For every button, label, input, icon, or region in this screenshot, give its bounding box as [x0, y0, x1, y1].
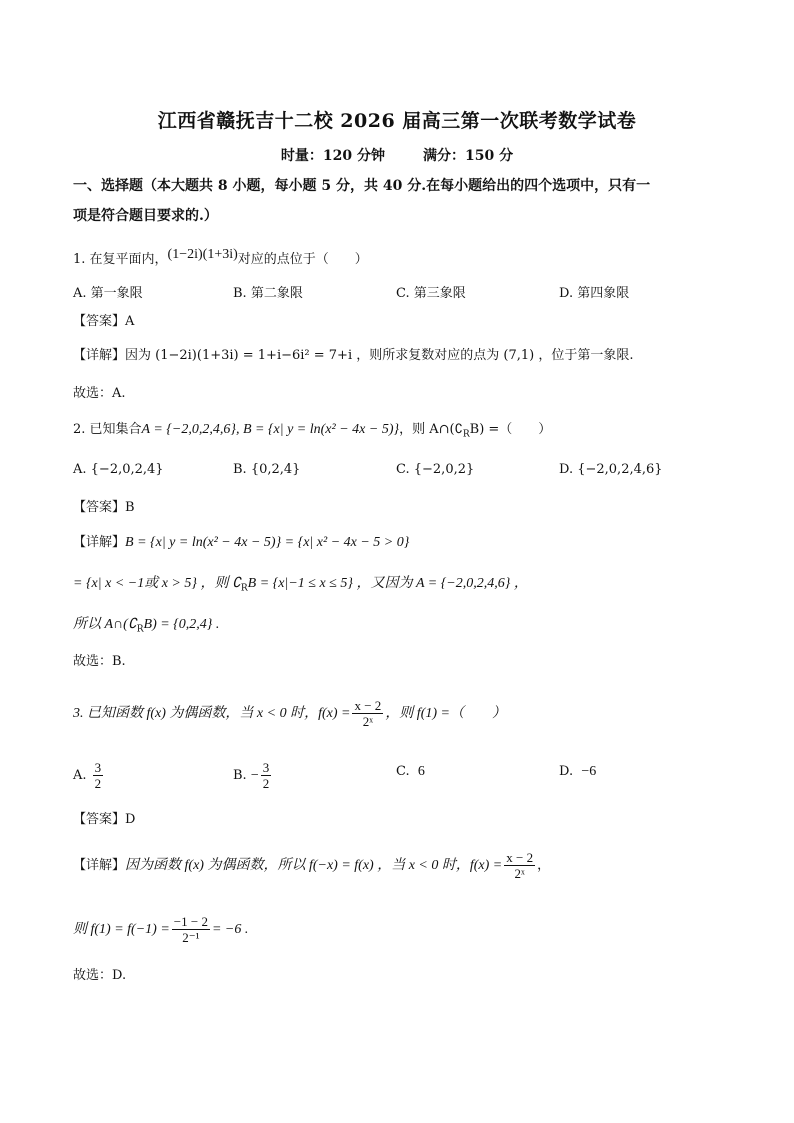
q3-detail-2a: 则 f(1) = f(−1) =	[73, 922, 170, 937]
q3-option-b-num: 3	[262, 760, 270, 775]
q1-options	[73, 282, 733, 304]
q3-detail-1-den: 2ˣ	[514, 866, 525, 881]
q2-option-d: D. {−2,0,2,4,6}	[559, 462, 663, 477]
q2-detail-1-text: B = {x| y = ln(x² − 4x − 5)} = {x| x² − 4x − 5 > 0}	[125, 535, 410, 550]
q2-set-a: A = {−2,0,2,4,6}	[141, 422, 236, 437]
q1-detail-text: 因为 (1−2i)(1+3i) = 1+i−6i² = 7+i ，则所求复数对应的点为 (7,1) ，位于第一象限.	[125, 348, 634, 363]
q2-detail-3a: 所以 A∩(∁	[73, 617, 137, 632]
q3-option-b-label: B.	[233, 768, 247, 783]
q3-detail-1	[73, 850, 733, 881]
q1-answer: 【答案】A	[73, 314, 135, 329]
q2-sub: R	[462, 429, 470, 440]
page-title: 江西省赣抚吉十二校 2026 届高三第一次联考数学试卷	[157, 110, 637, 132]
q1-option-b: B. 第二象限	[233, 286, 303, 301]
q2-option-b: B. {0,2,4}	[233, 462, 301, 477]
q3-option-d	[559, 764, 596, 780]
q1-detail-label: 【详解】	[73, 348, 126, 363]
q3-detail-2	[73, 914, 733, 945]
q3-detail-1-end: ，	[537, 858, 551, 873]
exam-meta	[0, 145, 794, 165]
q3-option-c-value: 6	[417, 764, 425, 779]
q2-set-b: , B = {x| y = ln(x² − 4x − 5)}	[235, 422, 400, 437]
time-limit: 时量：120 分钟	[280, 148, 385, 164]
q3-option-c-label: C.	[396, 764, 410, 779]
q3-fraction	[352, 698, 383, 729]
q3-detail-2b: = −6 .	[211, 922, 249, 937]
q1-option-d: D. 第四象限	[559, 286, 630, 301]
question-3	[73, 698, 733, 729]
q2-option-c: C. {−2,0,2}	[396, 462, 475, 477]
q1-option-a: A. 第一象限	[73, 286, 143, 301]
q3-option-d-value: −6	[581, 764, 597, 779]
q3-prefix: 3. 已知函数 f(x) 为偶函数，当 x < 0 时，f(x) =	[73, 706, 351, 721]
q1-prefix: 1. 在复平面内，	[73, 252, 168, 267]
question-2	[73, 420, 733, 445]
q2-detail-1	[73, 533, 733, 553]
q3-frac-den: 2ˣ	[362, 714, 374, 729]
q1-option-c: C. 第三象限	[396, 286, 466, 301]
question-1	[73, 245, 733, 270]
q2-options	[73, 462, 733, 484]
q3-option-a	[73, 760, 105, 791]
q3-options	[73, 752, 733, 792]
q3-detail-1-frac	[504, 850, 535, 881]
q1-conclusion: 故选：A.	[73, 386, 126, 401]
q2-detail-3	[73, 615, 733, 640]
q3-detail-2-num: −1 − 2	[173, 914, 208, 929]
q3-option-a-den: 2	[94, 776, 102, 791]
q2-suffix2: B) =（ ）	[469, 422, 552, 437]
q3-detail-2-den: 2⁻¹	[182, 930, 200, 945]
q3-option-b-sign: −	[250, 768, 259, 783]
q3-detail-label: 【详解】	[73, 858, 126, 873]
section-heading-line2: 项是符合题目要求的.）	[73, 208, 218, 224]
q3-detail-1-num: x − 2	[506, 850, 534, 865]
q2-prefix: 2. 已知集合	[73, 422, 142, 437]
q2-detail-3-sub: R	[136, 624, 144, 635]
q3-answer: 【答案】D	[73, 812, 136, 827]
q3-conclusion: 故选：D.	[73, 968, 127, 983]
q2-answer: 【答案】B	[73, 500, 135, 515]
section-heading-line1: 一、选择题（本大题共 8 小题，每小题 5 分，共 40 分.在每小题给出的四个选项中，只有一	[73, 178, 651, 194]
q1-expression: (1−2i)(1+3i)	[167, 247, 238, 262]
q2-conclusion: 故选：B.	[73, 654, 126, 669]
q2-option-a: A. {−2,0,2,4}	[73, 462, 164, 477]
q3-detail-1-text: 因为函数 f(x) 为偶函数，所以 f(−x) = f(x) ，当 x < 0 时，f(x) =	[125, 858, 503, 873]
q3-option-a-frac	[93, 760, 104, 791]
q1-suffix: 对应的点位于（ ）	[237, 252, 368, 267]
q2-detail-2a: = {x| x < −1或 x > 5} ，则 ∁	[73, 576, 241, 591]
q3-option-a-label: A.	[73, 768, 87, 783]
q2-suffix: ，则 A∩(∁	[399, 422, 463, 437]
q3-detail-2-frac	[172, 914, 210, 945]
q2-detail-2	[73, 574, 733, 599]
q2-detail-3b: B) = {0,2,4} .	[143, 617, 220, 632]
q3-frac-num: x − 2	[354, 698, 382, 713]
q3-option-b-den: 2	[262, 776, 270, 791]
q3-option-b	[233, 760, 273, 791]
full-score: 满分：150 分	[423, 148, 514, 164]
q2-detail-2-sub: R	[240, 583, 248, 594]
q3-option-c	[396, 764, 425, 780]
q3-option-a-num: 3	[94, 760, 102, 775]
q3-suffix: ，则 f(1) =（ ）	[385, 706, 506, 721]
q3-option-b-frac	[261, 760, 272, 791]
q1-detail	[73, 346, 733, 366]
q2-detail-label: 【详解】	[73, 535, 126, 550]
q3-option-d-label: D.	[559, 764, 574, 779]
q2-detail-2b: B = {x|−1 ≤ x ≤ 5} ，又因为 A = {−2,0,2,4,6} ，	[247, 576, 528, 591]
